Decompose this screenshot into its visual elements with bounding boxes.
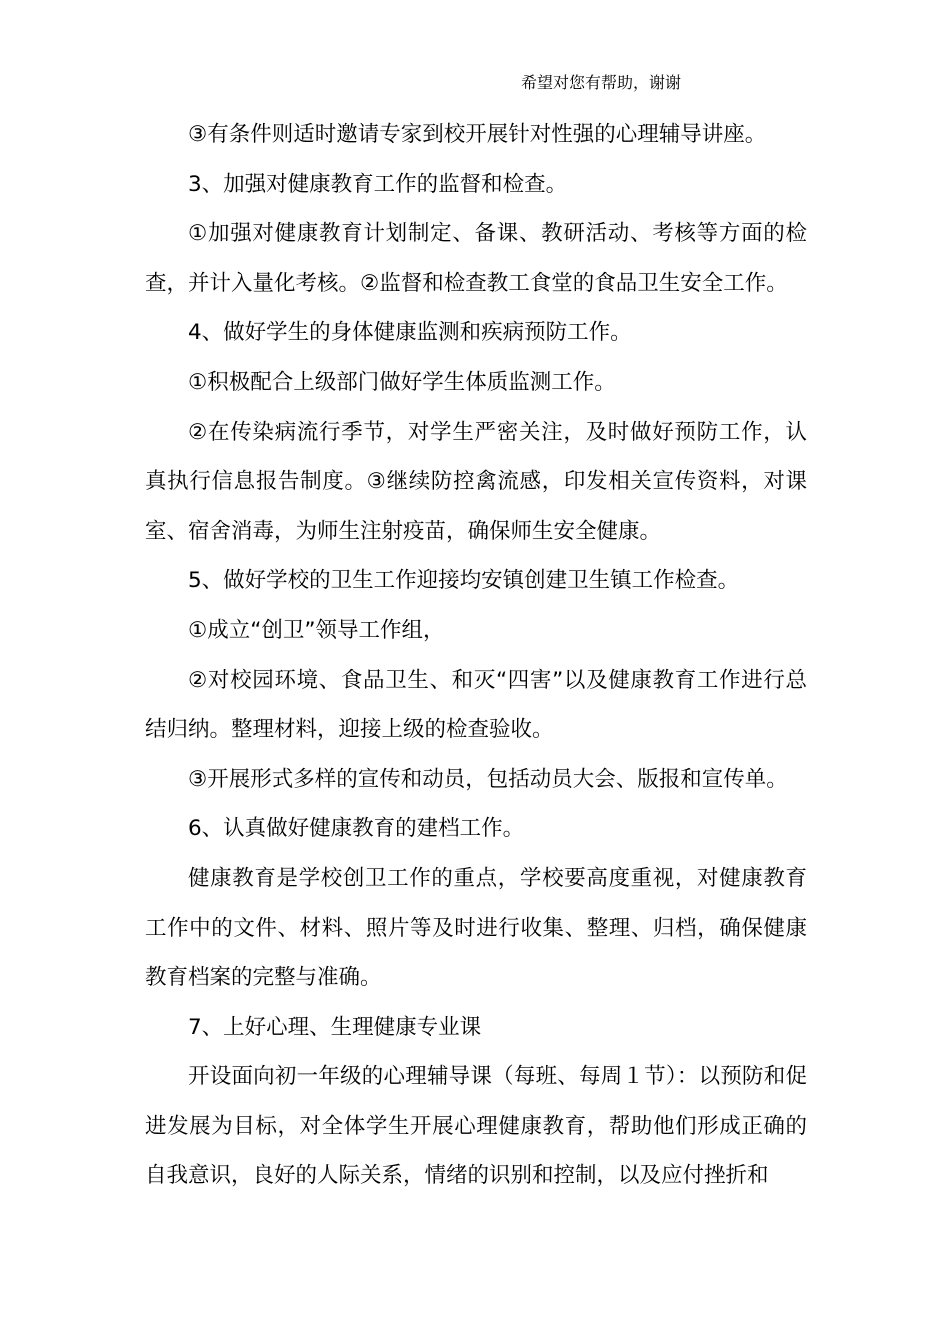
paragraph: 健康教育是学校创卫工作的重点，学校要高度重视，对健康教育工作中的文件、材料、照片等及时进行收集、整理、归档，确保健康教育档案的完整与准确。 (145, 865, 807, 991)
section-heading: 4、做好学生的身体健康监测和疾病预防工作。 (188, 320, 632, 346)
paragraph: ③有条件则适时邀请专家到校开展针对性强的心理辅导讲座。 (188, 122, 767, 147)
paragraph: ①加强对健康教育计划制定、备课、教研活动、考核等方面的检查，并计入量化考核。②监督和检查教工食堂的食品卫生安全工作。 (145, 221, 807, 296)
paragraph: 开设面向初一年级的心理辅导课（每班、每周１节）：以预防和促进发展为目标，对全体学生开展心理健康教育，帮助他们形成正确的自我意识，良好的人际关系，情绪的识别和控制，以及应付挫折和 (145, 1064, 807, 1189)
document-body (145, 110, 807, 1201)
page-header: 希望对您有帮助，谢谢 (521, 73, 682, 92)
section-heading: 6、认真做好健康教育的建档工作。 (188, 816, 525, 842)
paragraph: ②在传染病流行季节，对学生严密关注，及时做好预防工作，认真执行信息报告制度。③继续防控禽流感，印发相关宣传资料，对课室、宿舍消毒，为师生注射疫苗，确保师生安全健康。 (145, 419, 807, 544)
section-heading: 3、加强对健康教育工作的监督和检查。 (188, 171, 568, 197)
paragraph: ③开展形式多样的宣传和动员，包括动员大会、版报和宣传单。 (188, 766, 788, 792)
paragraph: ②对校园环境、食品卫生、和灭“四害”以及健康教育工作进行总结归纳。整理材料，迎接上级的检查验收。 (145, 667, 807, 743)
section-heading: 5、做好学校的卫生工作迎接均安镇创建卫生镇工作检查。 (188, 568, 740, 594)
paragraph: ①积极配合上级部门做好学生体质监测工作。 (188, 369, 616, 395)
section-heading: 7、上好心理、生理健康专业课 (188, 1014, 482, 1040)
paragraph: ①成立“创卫”领导工作组， (188, 617, 445, 643)
